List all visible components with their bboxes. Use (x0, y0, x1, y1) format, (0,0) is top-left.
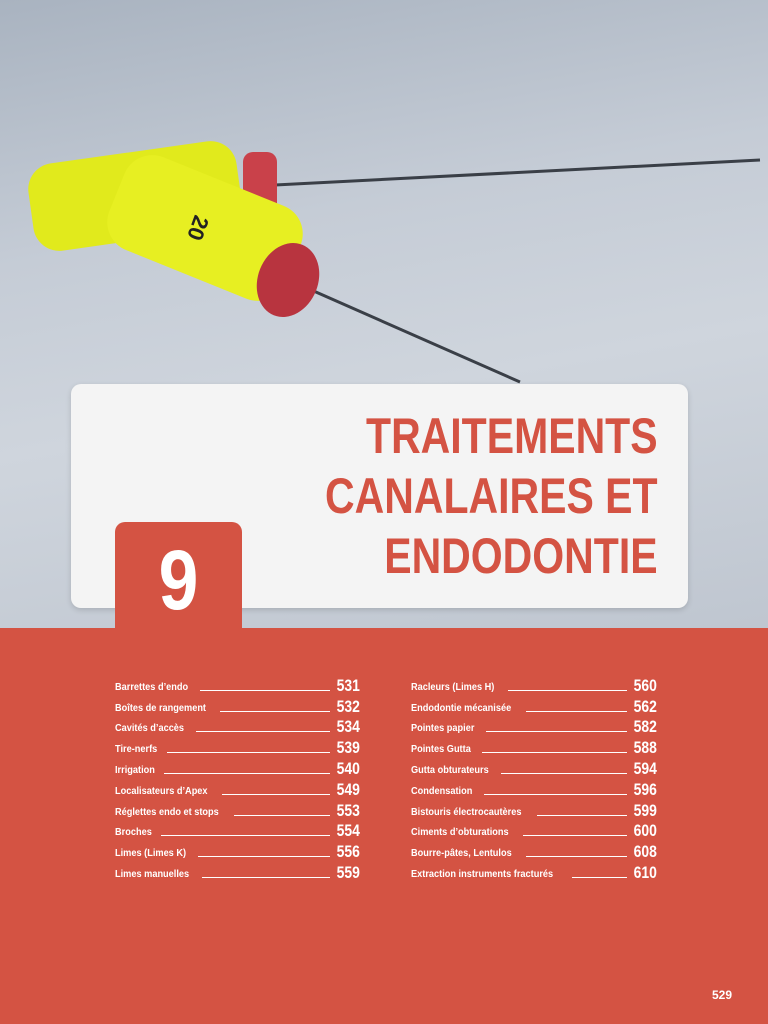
toc-leader (198, 856, 330, 857)
toc-entry[interactable] (115, 820, 358, 841)
toc-entry[interactable] (411, 861, 655, 882)
toc-entry-label: Racleurs (Limes H) (411, 681, 495, 693)
toc-entry-label: Cavités d’accès (115, 723, 185, 735)
toc-entry-label: Localisateurs d’Apex (115, 785, 208, 797)
toc-entry[interactable] (115, 757, 358, 778)
toc-entry[interactable] (411, 736, 655, 757)
toc-entry-label: Limes manuelles (115, 868, 190, 880)
page-number: 529 (711, 988, 732, 1002)
toc-leader (501, 773, 627, 774)
chapter-title-line: CANALAIRES ET (325, 468, 658, 524)
toc-entry-label: Limes (Limes K) (115, 848, 187, 860)
toc-entry-label: Bistouris électrocautères (411, 806, 522, 818)
toc-entry-label: Bourre-pâtes, Lentulos (411, 848, 512, 860)
toc-entry[interactable] (411, 674, 655, 695)
toc-entry-page: 608 (633, 842, 657, 862)
toc-leader (526, 711, 627, 712)
toc-entry-page: 539 (336, 738, 360, 758)
chapter-number: 9 (158, 533, 199, 627)
toc-entry-label: Pointes Gutta (411, 744, 471, 756)
toc-leader (486, 731, 627, 732)
toc-leader (523, 835, 627, 836)
toc-entry-page: 588 (633, 738, 657, 758)
toc-entry[interactable] (411, 840, 655, 861)
toc-entry-label: Irrigation (115, 764, 155, 776)
toc-entry[interactable] (115, 716, 358, 737)
toc-leader (200, 690, 330, 691)
toc-entry-page: 599 (633, 800, 657, 820)
toc-leader (196, 731, 330, 732)
toc-leader (222, 794, 330, 795)
toc-entry-page: 531 (336, 675, 360, 695)
toc-entry-label: Boîtes de rangement (115, 702, 207, 714)
toc-entry[interactable] (411, 799, 655, 820)
toc-entry-label: Tire-nerfs (115, 744, 158, 756)
toc-entry-label: Pointes papier (411, 723, 475, 735)
toc-entry[interactable] (115, 695, 358, 716)
toc-entry-label: Endodontie mécanisée (411, 702, 512, 714)
toc-leader (164, 773, 330, 774)
toc-entry-page: 556 (336, 842, 360, 862)
toc-entry[interactable] (411, 695, 655, 716)
toc-entry-page: 559 (336, 862, 360, 882)
toc-entry[interactable] (411, 778, 655, 799)
toc-entry-page: 532 (336, 696, 360, 716)
toc-entry-page: 562 (633, 696, 657, 716)
toc-leader (234, 815, 330, 816)
toc-leader (167, 752, 330, 753)
toc-leader (484, 794, 627, 795)
toc-entry-page: 600 (633, 821, 657, 841)
toc-entry-label: Réglettes endo et stops (115, 806, 219, 818)
toc-entry-page: 610 (633, 862, 657, 882)
toc-entry[interactable] (411, 820, 655, 841)
toc-leader (572, 877, 628, 878)
chapter-title-line: TRAITEMENTS (366, 408, 658, 464)
toc-entry-label: Gutta obturateurs (411, 764, 489, 776)
file-needle-front (300, 285, 520, 382)
file-needle-back (275, 160, 760, 185)
toc-leader (508, 690, 627, 691)
toc-leader (482, 752, 627, 753)
toc-entry-page: 540 (336, 758, 360, 778)
toc-entry[interactable] (115, 799, 358, 820)
toc-column-left (115, 674, 358, 882)
toc-column-right (411, 674, 655, 882)
toc-entry[interactable] (115, 736, 358, 757)
toc-leader (537, 815, 627, 816)
toc-leader (202, 877, 330, 878)
toc-entry[interactable] (115, 674, 358, 695)
toc-leader (526, 856, 627, 857)
toc-entry-page: 549 (336, 779, 360, 799)
toc-entry-page: 582 (633, 717, 657, 737)
toc-leader (220, 711, 330, 712)
chapter-title (325, 406, 658, 586)
toc-entry-page: 553 (336, 800, 360, 820)
toc-entry-page: 560 (633, 675, 657, 695)
chapter-title-line: ENDODONTIE (384, 528, 658, 584)
toc-entry-label: Broches (115, 827, 152, 839)
toc-entry-page: 554 (336, 821, 360, 841)
toc-entry[interactable] (115, 861, 358, 882)
toc-entry[interactable] (115, 840, 358, 861)
toc-entry-page: 594 (633, 758, 657, 778)
toc-entry-label: Condensation (411, 785, 473, 797)
toc-leader (161, 835, 330, 836)
toc-entry-label: Ciments d’obturations (411, 827, 509, 839)
toc-entry[interactable] (411, 716, 655, 737)
toc-entry-page: 596 (633, 779, 657, 799)
toc-entry-page: 534 (336, 717, 360, 737)
toc-entry[interactable] (115, 778, 358, 799)
toc-entry-label: Barrettes d’endo (115, 681, 189, 693)
chapter-number-badge (115, 522, 242, 632)
file-size-label: 20 (182, 212, 214, 244)
toc-entry-label: Extraction instruments fracturés (411, 868, 554, 880)
toc-entry[interactable] (411, 757, 655, 778)
